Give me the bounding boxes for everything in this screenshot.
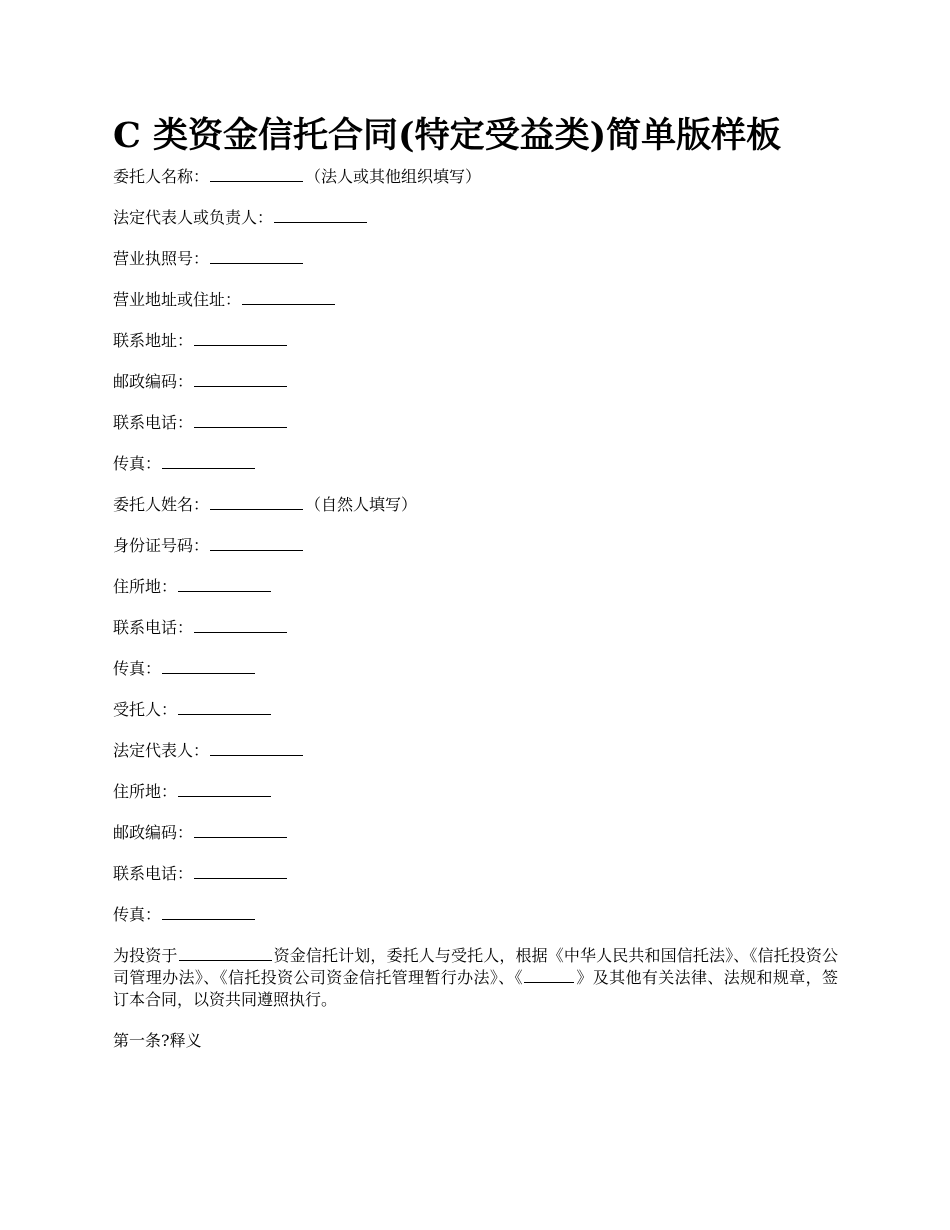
party-fields [113, 166, 838, 926]
field-label: 联系电话： [113, 413, 194, 432]
field-row [113, 699, 838, 721]
plan-name-blank[interactable] [179, 945, 272, 961]
field-blank[interactable] [162, 453, 255, 469]
intro-text-3: 》及其他有关法律、法规和规章，签订本合同，以资共同遵照执行。 [113, 968, 838, 1009]
document-title: C 类资金信托合同(特定受益类)简单版样板 [113, 115, 782, 156]
field-label: 邮政编码： [113, 372, 194, 391]
field-row [113, 412, 838, 434]
field-blank[interactable] [162, 904, 255, 920]
field-row [113, 494, 838, 516]
field-row [113, 535, 838, 557]
field-label: 委托人姓名： [113, 495, 210, 514]
field-blank[interactable] [194, 822, 287, 838]
field-label: 营业地址或住址： [113, 290, 242, 309]
field-label: 传真： [113, 454, 162, 473]
field-row [113, 904, 838, 926]
field-row [113, 248, 838, 270]
field-label: 联系电话： [113, 618, 194, 637]
field-blank[interactable] [194, 617, 287, 633]
field-blank[interactable] [210, 740, 303, 756]
field-blank[interactable] [162, 658, 255, 674]
field-blank[interactable] [194, 412, 287, 428]
field-row [113, 453, 838, 475]
field-label: 传真： [113, 659, 162, 678]
field-blank[interactable] [210, 535, 303, 551]
field-row [113, 166, 838, 188]
field-row [113, 289, 838, 311]
field-row [113, 207, 838, 229]
field-label: 受托人： [113, 700, 178, 719]
field-note: （自然人填写） [305, 495, 418, 514]
document-page [113, 108, 838, 1052]
field-blank[interactable] [178, 576, 271, 592]
field-blank[interactable] [210, 494, 303, 510]
field-row [113, 576, 838, 598]
field-blank[interactable] [178, 699, 271, 715]
field-label: 住所地： [113, 577, 178, 596]
field-label: 联系电话： [113, 864, 194, 883]
section-heading: 第一条?释义 [113, 1031, 202, 1050]
field-row [113, 822, 838, 844]
field-row [113, 863, 838, 885]
regulation-name-blank[interactable] [524, 967, 574, 983]
field-blank[interactable] [194, 330, 287, 346]
field-label: 邮政编码： [113, 823, 194, 842]
field-blank[interactable] [178, 781, 271, 797]
field-row [113, 658, 838, 680]
field-label: 传真： [113, 905, 162, 924]
field-label: 法定代表人： [113, 741, 210, 760]
field-row [113, 371, 838, 393]
field-label: 住所地： [113, 782, 178, 801]
field-row [113, 330, 838, 352]
field-blank[interactable] [194, 371, 287, 387]
field-row [113, 740, 838, 762]
intro-paragraph [113, 945, 838, 1011]
intro-text-2: 资金信托计划，委托人与受托人，根据《中华人民共和国信托法》、《信托投资公司管理办法》、《信托投资公司资金信托管理暂行办法》、《 [113, 946, 838, 987]
intro-text-1: 为投资于 [113, 946, 178, 965]
field-blank[interactable] [194, 863, 287, 879]
field-label: 联系地址： [113, 331, 194, 350]
field-row [113, 617, 838, 639]
field-label: 身份证号码： [113, 536, 210, 555]
field-note: （法人或其他组织填写） [305, 167, 482, 186]
field-label: 法定代表人或负责人： [113, 208, 274, 227]
field-label: 营业执照号： [113, 249, 210, 268]
field-row [113, 781, 838, 803]
field-blank[interactable] [210, 248, 303, 264]
field-blank[interactable] [210, 166, 303, 182]
field-label: 委托人名称： [113, 167, 210, 186]
field-blank[interactable] [274, 207, 367, 223]
field-blank[interactable] [242, 289, 335, 305]
